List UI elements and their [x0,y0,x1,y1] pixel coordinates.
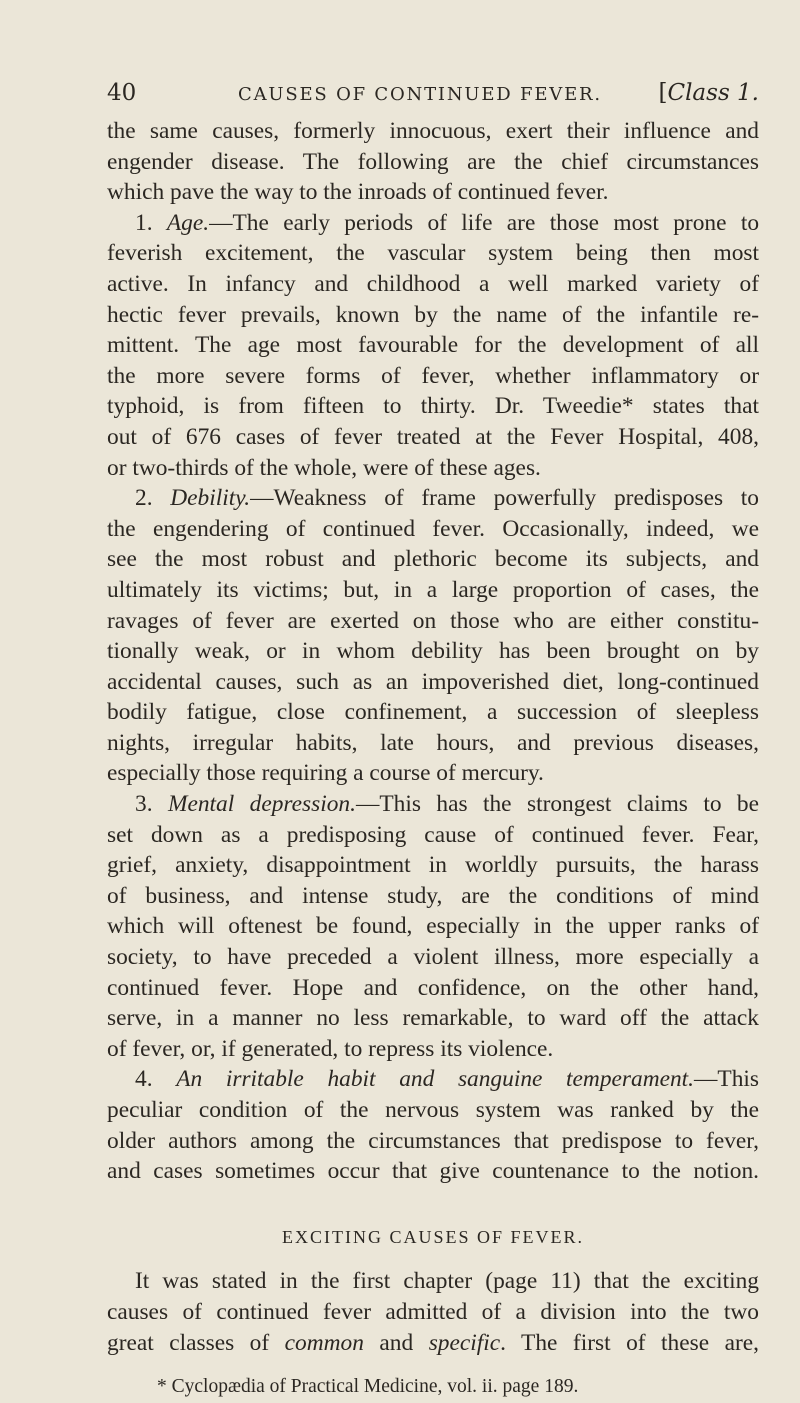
text-line: of business, and intense study, are the conditions of mind [107,882,759,909]
text-line: the same causes, formerly innocuous, exert their influence and [107,118,759,144]
text-line: accidental causes, such as an impoverished diet, long-continued [107,668,759,695]
text-line: continued fever. Hope and confidence, on the other hand, [107,974,759,1001]
text-line: especially those requiring a course of mercury. [107,760,544,787]
body-text [107,116,759,1403]
text-line: and cases sometimes occur that give countenance to the notion. [107,1158,759,1185]
text-line: out of 676 cases of fever treated at the Fever Hospital, 408, [107,423,759,450]
text-line: which pave the way to the inroads of continued fever. [107,179,609,206]
text-line: set down as a predisposing cause of continued fever. Fear, [107,821,759,848]
text-line: serve, in a manner no less remarkable, to ward off the attack [107,1005,759,1032]
text-line: active. In infancy and childhood a well marked variety of [107,270,759,297]
running-header [107,80,759,112]
text-line: older authors among the circumstances that predispose to fever, [107,1127,759,1154]
text-line: nights, irregular habits, late hours, and previous diseases, [107,729,759,756]
text-line: grief, anxiety, disappointment in worldly pursuits, the harass [107,852,759,879]
text-line: see the most robust and plethoric become its subjects, and [107,546,759,573]
section-heading: EXCITING CAUSES OF FEVER. [281,1226,585,1247]
text-line: which will oftenest be found, especially in the upper ranks of [107,913,759,940]
text-line: typhoid, is from fifteen to thirty. Dr. Tweedie* states that [107,393,759,420]
text-line: the engendering of continued fever. Occasionally, indeed, we [107,515,759,542]
text-line: It was stated in the first chapter (page 11) that the exciting [135,1268,759,1295]
text-line: mittent. The age most favourable for the development of all [107,332,759,359]
text-line: or two-thirds of the whole, were of these ages. [107,454,541,481]
footnote: * Cyclopædia of Practical Medicine, vol. ii. page 189. [157,1376,579,1398]
text-line: the more severe forms of fever, whether inflammatory or [107,362,759,389]
text-line: causes of continued fever admitted of a division into the two [107,1298,759,1325]
class-label: [Class 1. [658,80,759,106]
text-line: 2. Debility.—Weakness of frame powerfully predisposes to [135,485,760,512]
text-line: tionally weak, or in whom debility has been brought on by [107,638,759,665]
text-line: great classes of common and specific. The first of these are, [107,1329,760,1356]
text-line: 4. An irritable habit and sanguine temperament.—This [135,1066,759,1093]
page-number: 40 [107,80,137,106]
text-line: engender disease. The following are the chief circumstances [107,148,759,175]
text-line: 3. Mental depression.—This has the strongest claims to be [135,791,760,818]
text-line: 1. Age.—The early periods of life are those most prone to [135,209,760,236]
text-line: bodily fatigue, close confinement, a succession of sleepless [107,699,759,726]
text-line: of fever, or, if generated, to repress its violence. [107,1035,554,1062]
text-line: hectic fever prevails, known by the name of the infantile re- [107,301,759,328]
text-line: peculiar condition of the nervous system was ranked by the [107,1097,759,1123]
text-line: ultimately its victims; but, in a large proportion of cases, the [107,576,759,603]
text-line: feverish excitement, the vascular system being then most [107,240,759,267]
running-title: CAUSES OF CONTINUED FEVER. [238,84,602,105]
text-line: society, to have preceded a violent illness, more especially a [107,944,759,971]
text-line: ravages of fever are exerted on those who are either constitu- [107,607,759,634]
